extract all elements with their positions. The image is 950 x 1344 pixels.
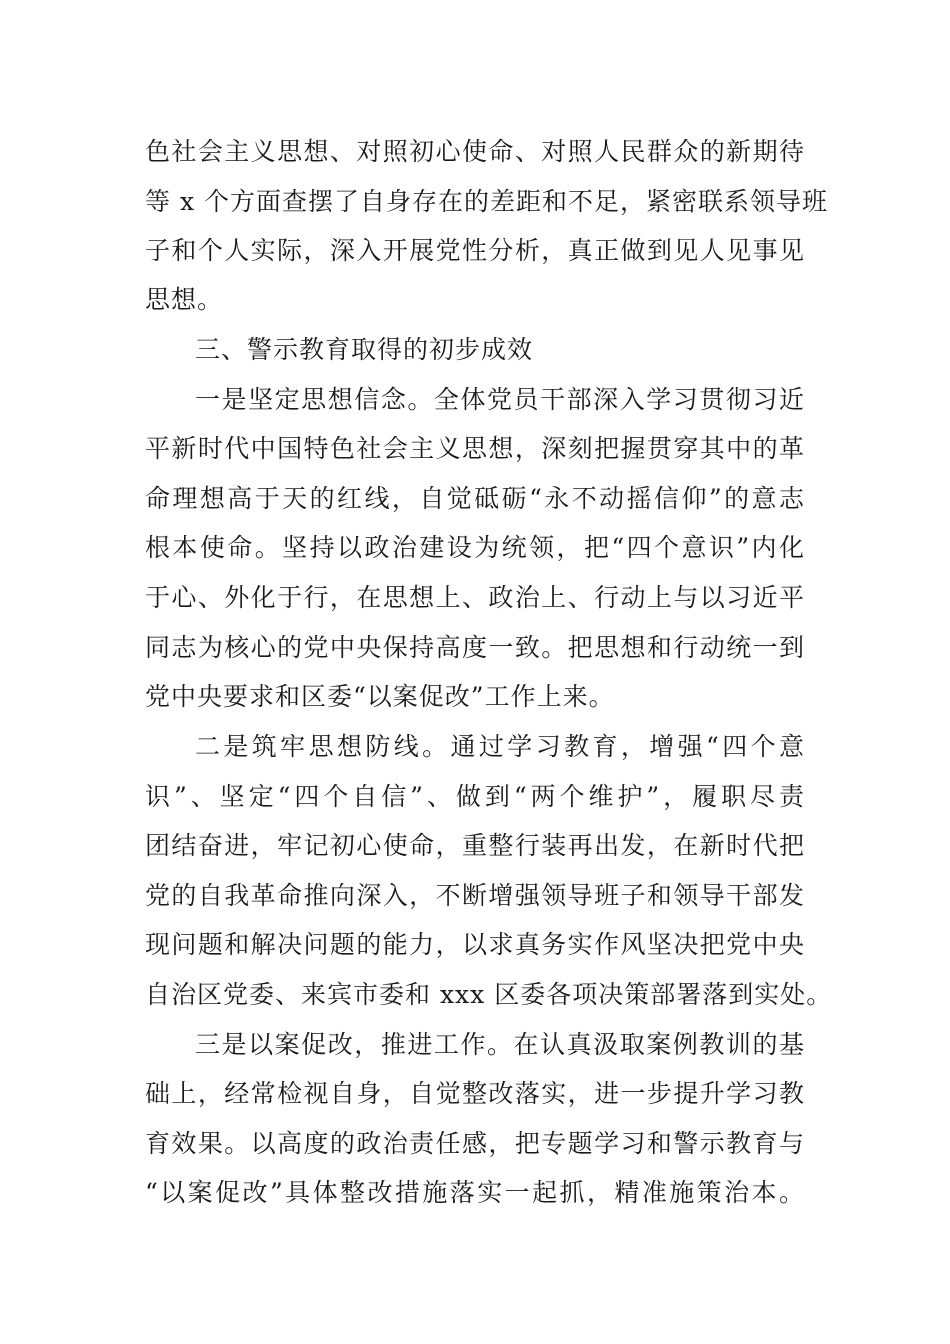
body-text-line: 色社会主义思想、对照初心使命、对照人民群众的新期待 <box>145 137 805 166</box>
body-text-line: “以案促改”具体整改措施落实一起抓，精准施策治本。 <box>145 1178 805 1207</box>
body-text-line: 同志为核心的党中央保持高度一致。把思想和行动统一到 <box>145 633 805 662</box>
body-text-line: 团结奋进，牢记初心使命，重整行装再出发，在新时代把 <box>145 831 805 860</box>
body-text-line: 根本使命。坚持以政治建设为统领，把“四个意识”内化 <box>145 533 805 562</box>
body-text-line: 思想。 <box>145 285 224 314</box>
body-text-line: 等 x 个方面查摆了自身存在的差距和不足，紧密联系领导班 <box>145 187 828 216</box>
body-text-line: 子和个人实际，深入开展党性分析，真正做到见人见事见 <box>145 236 805 265</box>
body-text-line: 现问题和解决问题的能力，以求真务实作风坚决把党中央 <box>145 930 805 959</box>
body-text-line: 命理想高于天的红线，自觉砥砺“永不动摇信仰”的意志 <box>145 484 805 513</box>
paragraph-first-line: 三是以案促改，推进工作。在认真汲取案例教训的基 <box>195 1030 805 1059</box>
section-heading: 三、警示教育取得的初步成效 <box>195 335 534 364</box>
paragraph-first-line: 一是坚定思想信念。全体党员干部深入学习贯彻习近 <box>195 385 805 414</box>
body-text-line: 于心、外化于行，在思想上、政治上、行动上与以习近平 <box>145 583 805 612</box>
body-text-line: 自治区党委、来宾市委和 xxx 区委各项决策部署落到实处。 <box>145 980 833 1009</box>
body-text-line: 党的自我革命推向深入，不断增强领导班子和领导干部发 <box>145 881 805 910</box>
body-text-line: 党中央要求和区委“以案促改”工作上来。 <box>145 682 615 711</box>
body-text-line: 平新时代中国特色社会主义思想，深刻把握贯穿其中的革 <box>145 434 805 463</box>
body-text-line: 识”、坚定“四个自信”、做到“两个维护”，履职尽责 <box>145 782 805 811</box>
body-text-line: 育效果。以高度的政治责任感，把专题学习和警示教育与 <box>145 1129 805 1158</box>
body-text-line: 础上，经常检视自身，自觉整改落实，进一步提升学习教 <box>145 1079 805 1108</box>
paragraph-first-line: 二是筑牢思想防线。通过学习教育，增强“四个意 <box>195 732 805 761</box>
